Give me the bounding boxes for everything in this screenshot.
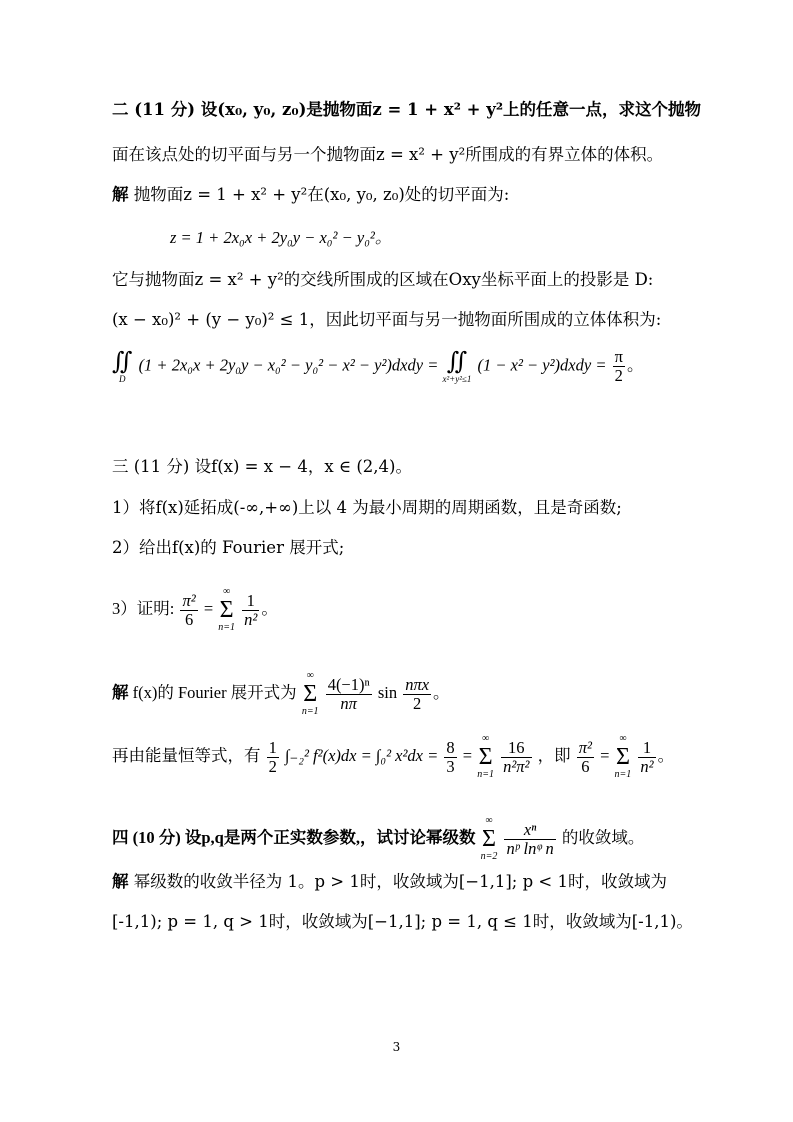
one-over-n-squared: $\frac{1}{\text{n²}}$ — [244, 590, 258, 629]
problem-2-statement-line2: 面在该点处的切平面与另一个抛物面z = x² + y²所围成的有界立体的体积。 — [112, 145, 664, 164]
sine-argument-fraction: $\frac{\text{nπx}}{2}$ — [405, 674, 430, 713]
problem-3-solution-line2: 再由能量恒等式，有 $\frac{1}{2}$ ∫₋₂² f²(x)dx = ∫₀² x²dx = $\frac{8}{3}$ = ∞ Σ n=1 $\frac{16}{\text{n²π²}}$ ，即 $\frac{\text{π²}}{6}$ = ∞ Σ n=1 $\frac{1}{\text{n²}}$ 。 — [112, 733, 675, 780]
summation-sign: ∞ Σ n=1 — [614, 733, 632, 780]
double-integral-sign-disk: ∬ x²+y²≤1 — [442, 348, 472, 384]
solution-label: 解 — [112, 872, 129, 891]
problem-3-item-1: 1）将f(x)延拓成(-∞,+∞)上以 4 为最小周期的周期函数，且是奇函数; — [112, 498, 622, 517]
problem-3-solution-line1: 解 f(x)的 Fourier 展开式为 ∞ Σ n=1 $\frac{\text{4(−1)ⁿ}}{n\pi}$ sin $\frac{\text{nπx}}{2}$ 。 — [112, 670, 450, 717]
problem-4-solution-line2: [-1,1); p = 1, q > 1时，收敛域为[−1,1]; p = 1, q ≤ 1时，收敛域为[-1,1)。 — [112, 912, 693, 931]
summation-sign: ∞ Σ n=1 — [477, 733, 494, 780]
problem-2-statement-line1: 二 (11 分) 设(x₀, y₀, z₀)是抛物面z = 1 + x² + y²上的任意一点，求这个抛物 — [112, 100, 702, 119]
summation-sign: ∞ Σ n=1 — [218, 586, 235, 633]
problem-3-statement: 三 (11 分) 设f(x) = x − 4，x ∈ (2,4)。 — [112, 457, 412, 476]
pi-squared-over-6-result: $\frac{\text{π²}}{6}$ — [578, 737, 592, 776]
solution-text: 抛物面z = 1 + x² + y²在(x₀, y₀, z₀)处的切平面为: — [133, 185, 510, 204]
one-half-fraction: $\frac{1}{2}$ — [268, 737, 277, 776]
power-series-term-fraction: $\frac{\text{xⁿ}}{\text{nᵖ lnᵠ n}}$ — [506, 819, 554, 858]
problem-3-item-2: 2）给出f(x)的 Fourier 展开式; — [112, 538, 345, 557]
integrand-full: (1 + 2x₀x + 2y₀y − x₀² − y₀² − x² − y²)dxdy = — [138, 355, 439, 375]
solution-label: 解 — [112, 682, 129, 702]
integrand-simplified: (1 − x² − y²)dxdy = — [477, 355, 607, 375]
pi-squared-over-6: $\frac{\text{π²}}{6}$ — [182, 590, 196, 629]
eight-thirds-fraction: $\frac{8}{3}$ — [446, 737, 455, 776]
one-over-n-squared-result: $\frac{1}{\text{n²}}$ — [640, 737, 654, 776]
summation-sign: ∞ Σ n=1 — [301, 670, 319, 717]
double-integral-sign-d: ∬ D — [112, 348, 133, 384]
sixteen-over-n2pi2-fraction: $\frac{16}{\text{n²π²}}$ — [503, 737, 530, 776]
problem-2-solution-line3: 它与抛物面z = x² + y²的交线所围成的区域在Oxy坐标平面上的投影是 D: — [112, 270, 654, 289]
fourier-coefficient-fraction: $\frac{\text{4(−1)ⁿ}}{n\pi}$ — [327, 674, 370, 713]
problem-2-solution-line1 — [112, 183, 509, 207]
problem-2-solution-line4: (x − x₀)² + (y − y₀)² ≤ 1，因此切平面与另一抛物面所围成的立体体积为: — [112, 310, 662, 329]
summation-sign: ∞ Σ n=2 — [480, 815, 498, 862]
volume-result-fraction: $\frac{\pi}{2}$ — [614, 347, 623, 385]
problem-4-solution-line1: 解 幂级数的收敛半径为 1。p > 1时，收敛域为[−1,1]; p < 1时，收敛域为 — [112, 872, 667, 891]
problem-4-statement: 四 (10 分) 设p,q是两个正实数参数,，试讨论幂级数 ∞ Σ n=2 $\frac{\text{xⁿ}}{\text{nᵖ lnᵠ n}}$ 的收敛域。 — [112, 815, 645, 862]
volume-integral-equation: ∬ D (1 + 2x₀x + 2y₀y − x₀² − y₀² − x² − y²)dxdy = ∬ x²+y²≤1 (1 − x² − y²)dxdy = $\frac{\pi}{2}$ 。 — [112, 347, 644, 385]
problem-3-item-3: 3）证明: $\frac{\text{π²}}{6}$ = ∞ Σ n=1 $\frac{1}{\text{n²}}$ 。 — [112, 586, 278, 633]
solution-label: 解 — [112, 185, 129, 204]
tangent-plane-equation: z = 1 + 2x₀x + 2y₀y − x₀² − y₀²。 — [170, 228, 392, 247]
page-number: 3 — [392, 1040, 401, 1054]
